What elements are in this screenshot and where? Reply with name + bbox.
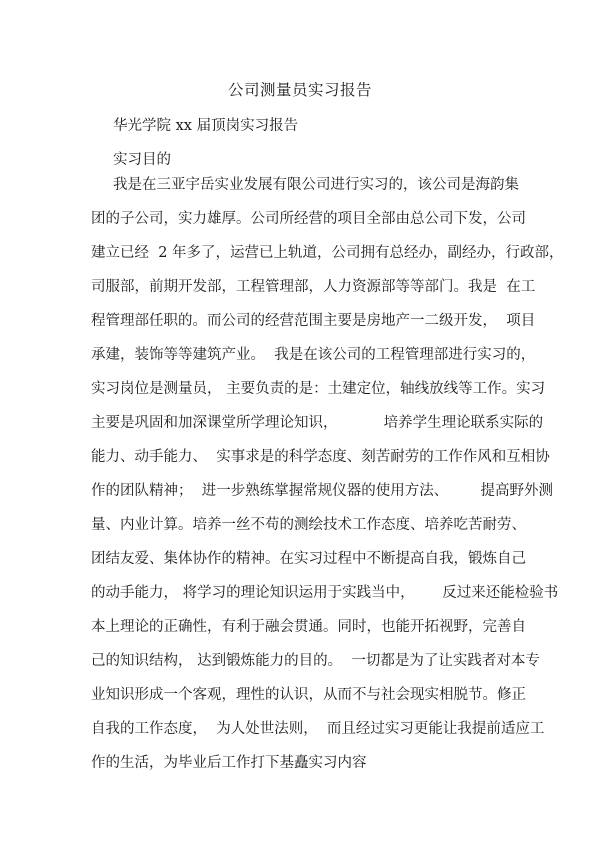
subtitle: 华光学院 xx 届顶岗实习报告 — [113, 118, 299, 134]
text-line: 量、内业计算。培养一丝不苟的测绘技术工作态度、培养吃苦耐劳、 — [91, 517, 526, 533]
text-line: 本上理论的正确性，有利于融会贯通。同时，也能开拓视野，完善自 — [91, 619, 526, 635]
text-line: 程管理部任职的。而公司的经营范围主要是房地产一二级开发， 项目 — [91, 313, 536, 329]
text-line: 团结友爱、集体协作的精神。在实习过程中不断提高自我，锻炼自己 — [91, 551, 526, 567]
text-line: 业知识形成一个客观，理性的认识，从而不与社会现实相脱节。修正 — [91, 687, 526, 703]
text-line: 自我的工作态度， 为人处世法则， 而且经过实习更能让我提前适应工 — [91, 721, 545, 737]
section-heading: 实习目的 — [113, 152, 171, 168]
text-line: 承建，装饰等等建筑产业。 我是在该公司的工程管理部进行实习的， — [91, 347, 536, 363]
page-title: 公司测量员实习报告 — [227, 81, 372, 99]
text-line: 我是在三亚宇岳实业发展有限公司进行实习的，该公司是海韵集 — [113, 177, 519, 193]
text-line: 作的团队精神； 进一步熟练掌握常规仪器的使用方法、 提高野外测 — [91, 483, 553, 499]
text-line: 的动手能力， 将学习的理论知识运用于实践当中， 反过来还能检验书 — [91, 585, 559, 601]
text-line: 建立已经 2 年多了，运营已上轨道，公司拥有总经办，副经办，行政部， — [91, 245, 564, 261]
text-line: 能力、动手能力、 实事求是的科学态度、刻苦耐劳的工作作风和互相协 — [91, 449, 550, 465]
text-line: 作的生活，为毕业后工作打下基矗实习内容 — [91, 755, 367, 771]
text-line: 实习岗位是测量员， 主要负责的是：土建定位，轴线放线等工作。实习 — [91, 381, 546, 397]
text-line: 己的知识结构， 达到锻炼能力的目的。 一切都是为了让实践者对本专 — [91, 653, 540, 669]
text-line: 司服部，前期开发部，工程管理部，人力资源部等等部门。我是 在工 — [91, 279, 536, 295]
text-line: 主要是巩固和加深课堂所学理论知识， 培养学生理论联系实际的 — [91, 415, 544, 431]
text-line: 团的子公司，实力雄厚。公司所经营的项目全部由总公司下发，公司 — [91, 211, 526, 227]
